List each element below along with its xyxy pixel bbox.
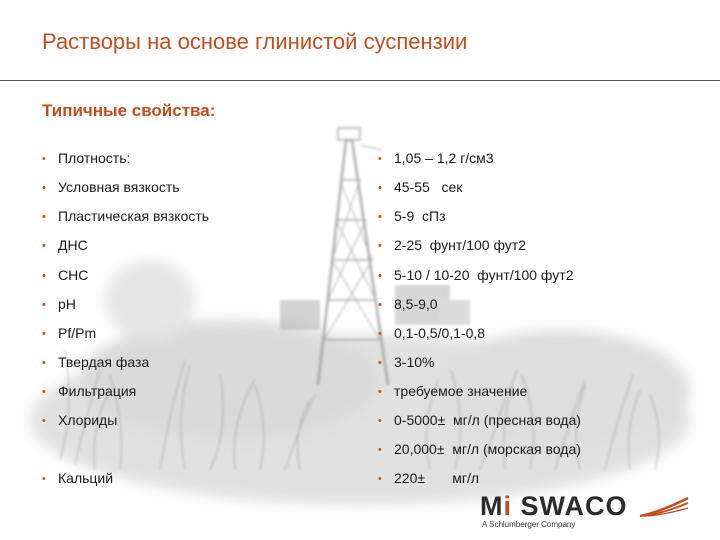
bullet-icon: •	[378, 211, 382, 223]
mi-swaco-logo	[480, 491, 690, 531]
bullet-icon: •	[42, 299, 46, 311]
bullet-icon: •	[42, 182, 46, 194]
bullet-icon: •	[42, 153, 46, 165]
property-name: • Хлориды	[42, 412, 118, 428]
bullet-icon: •	[378, 240, 382, 252]
property-row	[0, 383, 720, 403]
bullet-icon: •	[42, 211, 46, 223]
logo-tagline: A Schlumberger Company	[482, 520, 576, 529]
bullet-icon: •	[378, 473, 382, 485]
property-value: • 5-9 сПз	[378, 208, 446, 224]
logo-wordmark: Mi SWACO	[480, 491, 628, 521]
property-name: • Кальций	[42, 470, 114, 486]
property-name: • Pf/Pm	[42, 325, 97, 341]
title-divider	[0, 80, 720, 81]
property-row	[0, 470, 720, 490]
property-row	[0, 296, 720, 316]
bullet-icon: •	[378, 415, 382, 427]
property-name: • Условная вязкость	[42, 179, 180, 195]
bullet-icon: •	[378, 386, 382, 398]
property-row	[0, 208, 720, 228]
property-name: • ДНС	[42, 237, 88, 253]
property-value: • 1,05 – 1,2 г/см3	[378, 150, 494, 166]
property-row	[0, 325, 720, 345]
bullet-icon: •	[378, 153, 382, 165]
property-name: • Фильтрация	[42, 383, 137, 399]
section-subtitle: Типичные свойства:	[42, 101, 216, 120]
property-value: • 20,000± мг/л (морская вода)	[378, 441, 581, 457]
property-row	[0, 441, 720, 461]
property-value: • 0-5000± мг/л (пресная вода)	[378, 412, 581, 428]
property-name: • Твердая фаза	[42, 354, 150, 370]
property-value: • требуемое значение	[378, 383, 528, 399]
property-name: • pH	[42, 296, 76, 312]
property-row	[0, 150, 720, 170]
bullet-icon: •	[42, 270, 46, 282]
property-name: • СНС	[42, 267, 89, 283]
property-row	[0, 237, 720, 257]
bullet-icon: •	[42, 386, 46, 398]
property-value: • 5-10 / 10-20 фунт/100 фут2	[378, 267, 574, 283]
page-title: Растворы на основе глинистой суспензии	[42, 29, 468, 54]
property-value: • 45-55 сек	[378, 179, 463, 195]
bullet-icon: •	[378, 182, 382, 194]
bullet-icon: •	[42, 473, 46, 485]
property-value: • 8,5-9,0	[378, 296, 438, 312]
bullet-icon: •	[42, 240, 46, 252]
property-value: • 220± мг/л	[378, 470, 480, 486]
property-row	[0, 354, 720, 374]
property-value: • 0,1-0,5/0,1-0,8	[378, 325, 486, 341]
bullet-icon: •	[42, 357, 46, 369]
logo-swoosh-icon	[638, 496, 690, 518]
property-row	[0, 267, 720, 287]
property-value: • 3-10%	[378, 354, 435, 370]
property-name: • Плотность:	[42, 150, 131, 166]
bullet-icon: •	[42, 328, 46, 340]
bullet-icon: •	[378, 299, 382, 311]
property-row	[0, 179, 720, 199]
property-row	[0, 412, 720, 432]
bullet-icon: •	[42, 415, 46, 427]
bullet-icon: •	[378, 444, 382, 456]
property-name: • Пластическая вязкость	[42, 208, 210, 224]
property-value: • 2-25 фунт/100 фут2	[378, 237, 527, 253]
bullet-icon: •	[378, 270, 382, 282]
bullet-icon: •	[378, 328, 382, 340]
bullet-icon: •	[378, 357, 382, 369]
